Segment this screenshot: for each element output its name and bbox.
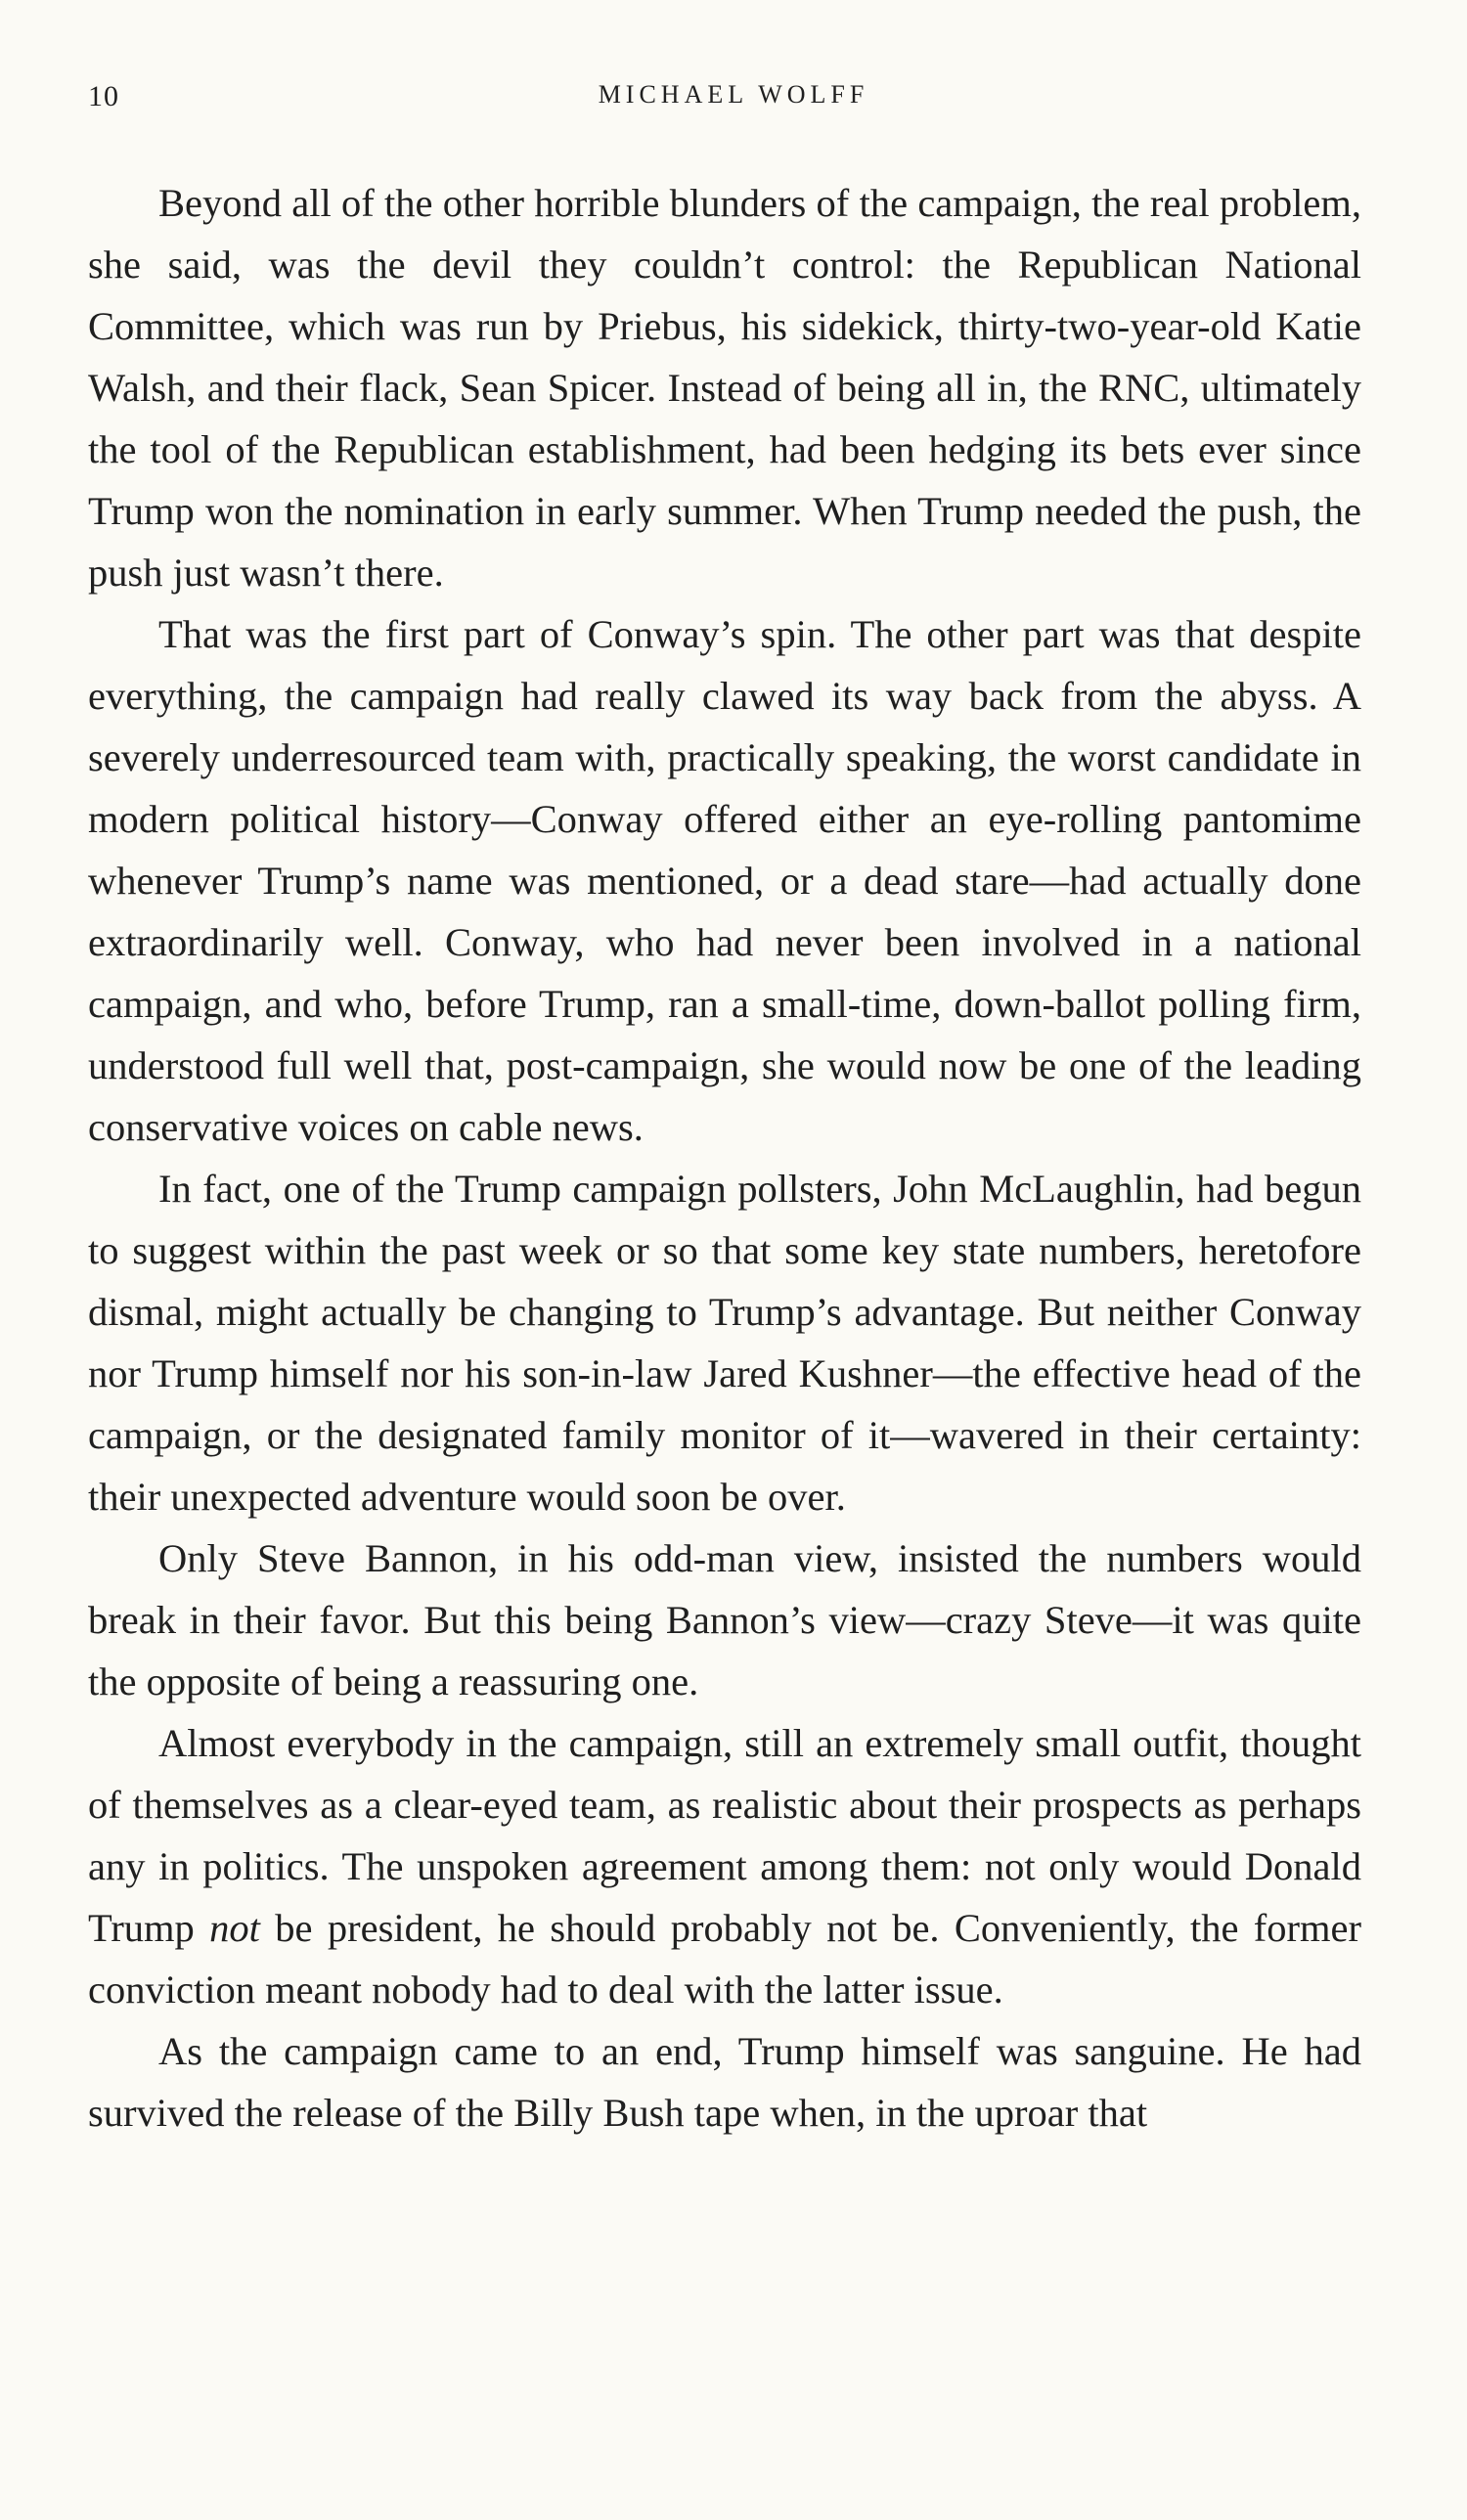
paragraph: In fact, one of the Trump campaign pollsters, John McLaughlin, had begun to suggest within the past week or so that some key state numbers, heretofore dismal, might actually be changing to Trump’s advantage. But neither Conway nor Trump himself nor his son-in-law Jared Kushner—the effective head of the campaign, or the designated family monitor of it—wavered in their certainty: their unexpected adventure would soon be over. xyxy=(88,1167,1361,1519)
paragraph-text: Almost everybody in the campaign, still an extremely small outfit, thought of themselves as a clear-eyed team, as realistic about their prospects as perhaps any in politics. The unspoken agreement among them: not only would Donald Trump xyxy=(88,1721,1361,1950)
running-head: MICHAEL WOLFF xyxy=(598,80,869,109)
paragraph: Beyond all of the other horrible blunders of the campaign, the real problem, she said, was the devil they couldn’t control: the Republican National Committee, which was run by Priebus, his sidekick, thirty-two-year-old Katie Walsh, and their flack, Sean Spicer. Instead of being all in, the RNC, ultimately the tool of the Republican establishment, had been hedging its bets ever since Trump won the nomination in early summer. When Trump needed the push, the push just wasn’t there. xyxy=(88,181,1361,595)
emphasis-word: not xyxy=(209,1906,260,1950)
paragraph: That was the first part of Conway’s spin. The other part was that despite everything, the campaign had really clawed its way back from the abyss. A severely underresourced team with, practically speaking, the worst candidate in modern political history—Conway offered either an eye-rolling pantomime whenever Trump’s name was mentioned, or a dead stare—had actually done extraordinarily well. Conway, who had never been involved in a national campaign, and who, before Trump, ran a small-time, down-ballot polling firm, understood full well that, post-campaign, she would now be one of the leading conservative voices on cable news. xyxy=(88,612,1361,1149)
paragraph: As the campaign came to an end, Trump himself was sanguine. He had survived the release of the Billy Bush tape when, in the uproar that xyxy=(88,2029,1361,2135)
paragraph xyxy=(88,1712,1361,2020)
page-number: 10 xyxy=(88,80,119,112)
body-text xyxy=(88,172,1361,2144)
paragraph: Only Steve Bannon, in his odd-man view, insisted the numbers would break in their favor. But this being Bannon’s view—crazy Steve—it was quite the opposite of being a reassuring one. xyxy=(88,1536,1361,1703)
paragraph-text: be president, he should probably not be. Conveniently, the former conviction meant nobody had to deal with the latter issue. xyxy=(88,1906,1361,2012)
